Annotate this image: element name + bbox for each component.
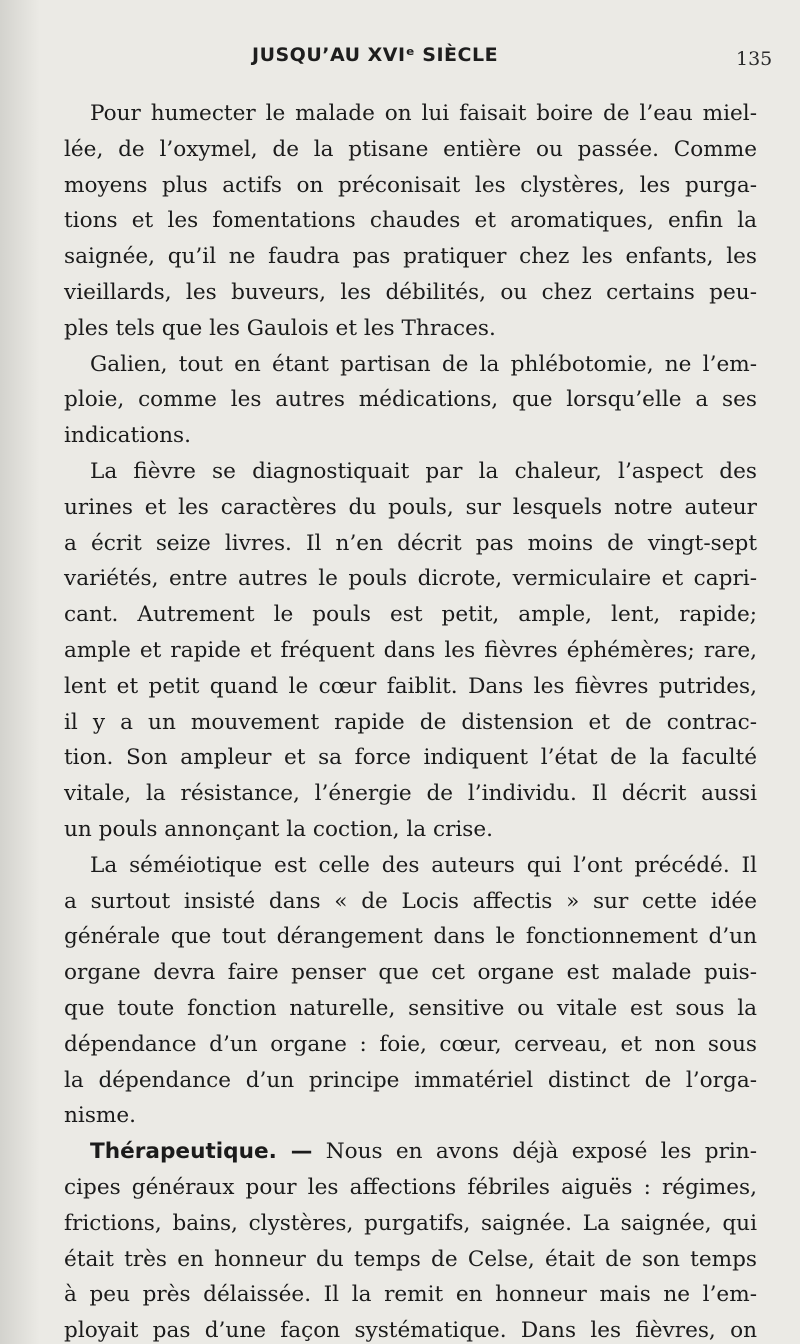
text-line: indications. xyxy=(64,423,191,449)
text-line: a surtout insisté dans « de Locis affectis » sur cette idée xyxy=(64,888,757,914)
section-heading: Thérapeutique. — xyxy=(90,1139,313,1165)
text-line: organe devra faire penser que cet organe est malade puis- xyxy=(64,960,757,986)
text-line: lent et petit quand le cœur faiblit. Dans les fièvres putrides, xyxy=(64,673,757,699)
text-line: la dépendance d’un principe immatériel distinct de l’orga- xyxy=(64,1067,757,1093)
text-line: Pour humecter le malade on lui faisait boire de l’eau miel- xyxy=(90,101,757,126)
running-title: JUSQU’AU XVIᵉ SIÈCLE xyxy=(252,44,499,66)
text-line: a écrit seize livres. Il n’en décrit pas moins de vingt-sept xyxy=(64,530,757,556)
text-line: cipes généraux pour les affections fébriles aiguës : régimes, xyxy=(64,1174,757,1200)
text-line: variétés, entre autres le pouls dicrote, vermiculaire et capri- xyxy=(64,566,757,592)
text-line: à peu près délaissée. Il la remit en honneur mais ne l’em- xyxy=(64,1282,757,1308)
page-header xyxy=(0,44,800,72)
text-line-rest: Nous en avons déjà exposé les prin- xyxy=(325,1139,757,1165)
text-line: saignée, qu’il ne faudra pas pratiquer chez les enfants, les xyxy=(64,244,757,270)
text-line: ployait pas d’une façon systématique. Dans les fièvres, on xyxy=(64,1318,757,1344)
text-line: frictions, bains, clystères, purgatifs, saignée. La saignée, qui xyxy=(64,1210,757,1236)
body-text xyxy=(64,96,757,1344)
text-line: dépendance d’un organe : foie, cœur, cerveau, et non sous xyxy=(64,1031,757,1057)
text-line: vieillards, les buveurs, les débilités, ou chez certains peu- xyxy=(64,279,757,305)
text-line: ploie, comme les autres médications, que lorsqu’elle a ses xyxy=(64,387,757,413)
text-line: tion. Son ampleur et sa force indiquent l’état de la faculté xyxy=(64,745,757,771)
text-line: nisme. xyxy=(64,1103,137,1129)
text-line: cant. Autrement le pouls est petit, ample, lent, rapide; xyxy=(64,602,757,628)
text-line: Galien, tout en étant partisan de la phlébotomie, ne l’em- xyxy=(90,351,757,377)
page-number: 135 xyxy=(736,48,773,70)
text-line: lée, de l’oxymel, de la ptisane entière ou passée. Comme xyxy=(64,136,757,162)
text-line: il y a un mouvement rapide de distension et de contrac- xyxy=(64,709,757,735)
text-line: ples tels que les Gaulois et les Thraces. xyxy=(64,315,496,341)
text-line: ample et rapide et fréquent dans les fièvres éphémères; rare, xyxy=(64,637,757,663)
text-line: tions et les fomentations chaudes et aromatiques, enfin la xyxy=(64,208,757,234)
text-line: générale que tout dérangement dans le fonctionnement d’un xyxy=(64,924,757,950)
text-line: était très en honneur du temps de Celse, était de son temps xyxy=(64,1246,757,1272)
text-line: que toute fonction naturelle, sensitive ou vitale est sous la xyxy=(64,995,757,1021)
text-line: urines et les caractères du pouls, sur lesquels notre auteur xyxy=(64,494,757,520)
text-line: La séméiotique est celle des auteurs qui l’ont précédé. Il xyxy=(90,852,757,878)
text-line: un pouls annonçant la coction, la crise. xyxy=(64,816,494,842)
text-line xyxy=(64,1134,757,1170)
text-line: vitale, la résistance, l’énergie de l’individu. Il décrit aussi xyxy=(64,781,757,807)
text-line: La fièvre se diagnostiquait par la chaleur, l’aspect des xyxy=(90,458,757,484)
text-line: moyens plus actifs on préconisait les clystères, les purga- xyxy=(64,172,757,198)
